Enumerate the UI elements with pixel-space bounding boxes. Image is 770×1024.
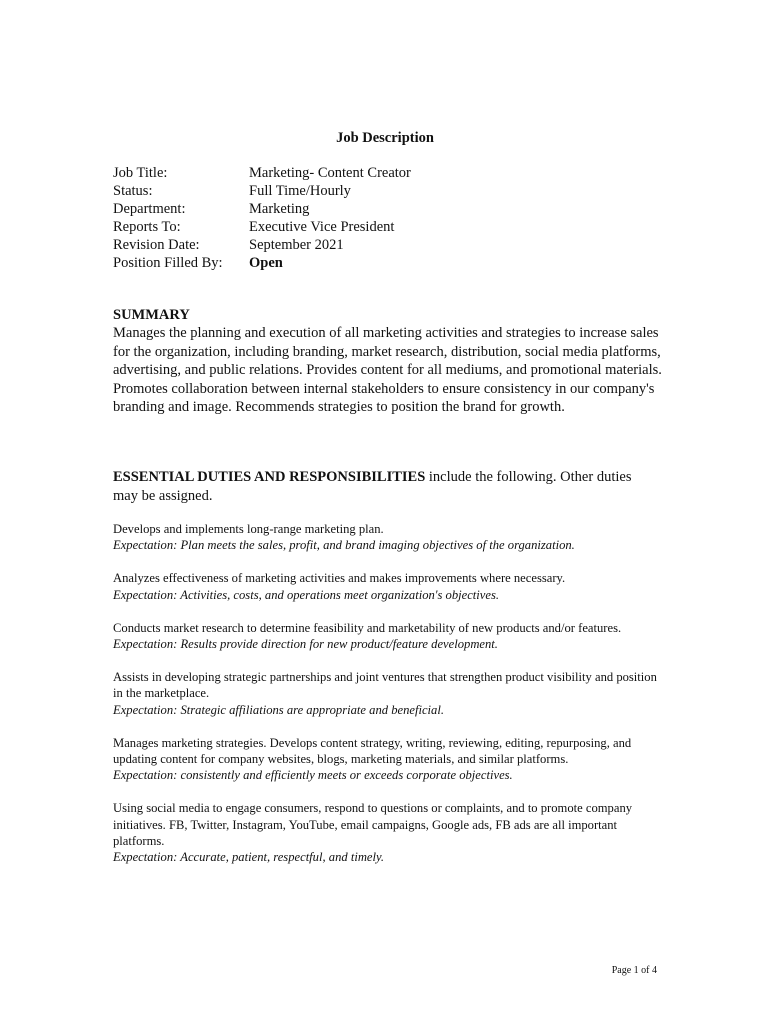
field-row-job-title (113, 164, 411, 182)
field-label: Department: (113, 201, 186, 217)
summary-heading: SUMMARY (113, 307, 190, 323)
field-row-status (113, 182, 411, 200)
duty-text: Assists in developing strategic partnerships and joint ventures that strengthen product visibility and position in the marketplace. (113, 670, 657, 701)
field-row-department (113, 200, 411, 218)
field-value: Open (249, 255, 283, 271)
duties-heading-block (113, 468, 643, 505)
duty-text: Conducts market research to determine feasibility and marketability of new products and/or features. (113, 620, 622, 635)
duty-expectation: Expectation: Plan meets the sales, profit, and brand imaging objectives of the organization. (113, 538, 575, 553)
field-value: Marketing- Content Creator (249, 165, 411, 181)
duty-text: Using social media to engage consumers, respond to questions or complaints, and to promote company initiatives. FB, Twitter, Instagram, YouTube, email campaigns, Google ads, FB ads are all important platforms. (113, 801, 633, 848)
field-value: September 2021 (249, 237, 344, 253)
duties-heading: ESSENTIAL DUTIES AND RESPONSIBILITIES (113, 469, 426, 485)
page-number: Page 1 of 4 (611, 965, 657, 976)
field-value: Marketing (249, 201, 310, 217)
duty-expectation: Expectation: Activities, costs, and operations meet organization's objectives. (113, 587, 500, 602)
duty-item (113, 735, 658, 784)
duty-expectation: Expectation: Results provide direction for new product/feature development. (113, 637, 498, 652)
job-info-table (113, 164, 411, 272)
duty-text: Develops and implements long-range marketing plan. (113, 522, 384, 536)
summary-section (113, 306, 663, 416)
duty-item (113, 669, 658, 718)
duty-text: Manages marketing strategies. Develops content strategy, writing, reviewing, editing, repurposing, and updating content for company websites, blogs, marketing materials, and similar platforms. (113, 735, 632, 767)
field-value: Full Time/Hourly (249, 183, 351, 199)
field-row-reports-to (113, 218, 411, 236)
duty-text: Analyzes effectiveness of marketing activities and makes improvements where necessary. (113, 571, 566, 586)
field-row-position-filled-by (113, 254, 411, 272)
duty-item (113, 521, 658, 553)
duties-intro: include the following. Other duties may be assigned. (113, 469, 632, 504)
duty-expectation: Expectation: Strategic affiliations are appropriate and beneficial. (113, 702, 444, 717)
duty-expectation: Expectation: consistently and efficiently meets or exceeds corporate objectives. (113, 768, 513, 783)
summary-text: Manages the planning and execution of all marketing activities and strategies to increase sales for the organization, including branding, market research, distribution, social media platforms, advertising, and public relations. Provides content for all mediums, and promotional materials. Promotes collaboration between internal stakeholders to ensure consistency in our company's branding and image. Recommends strategies to position the brand for growth. (113, 325, 662, 416)
field-label: Revision Date: (113, 237, 200, 253)
duties-list (113, 521, 658, 882)
duty-item (113, 620, 658, 652)
field-row-revision-date (113, 236, 411, 254)
field-label: Status: (113, 183, 153, 199)
field-label: Reports To: (113, 219, 181, 235)
field-label: Position Filled By: (113, 255, 223, 271)
duty-item (113, 800, 658, 865)
field-label: Job Title: (113, 165, 168, 181)
duty-item (113, 570, 658, 602)
document-title: Job Description (336, 130, 434, 146)
field-value: Executive Vice President (249, 219, 395, 235)
duty-expectation: Expectation: Accurate, patient, respectful, and timely. (113, 850, 385, 865)
